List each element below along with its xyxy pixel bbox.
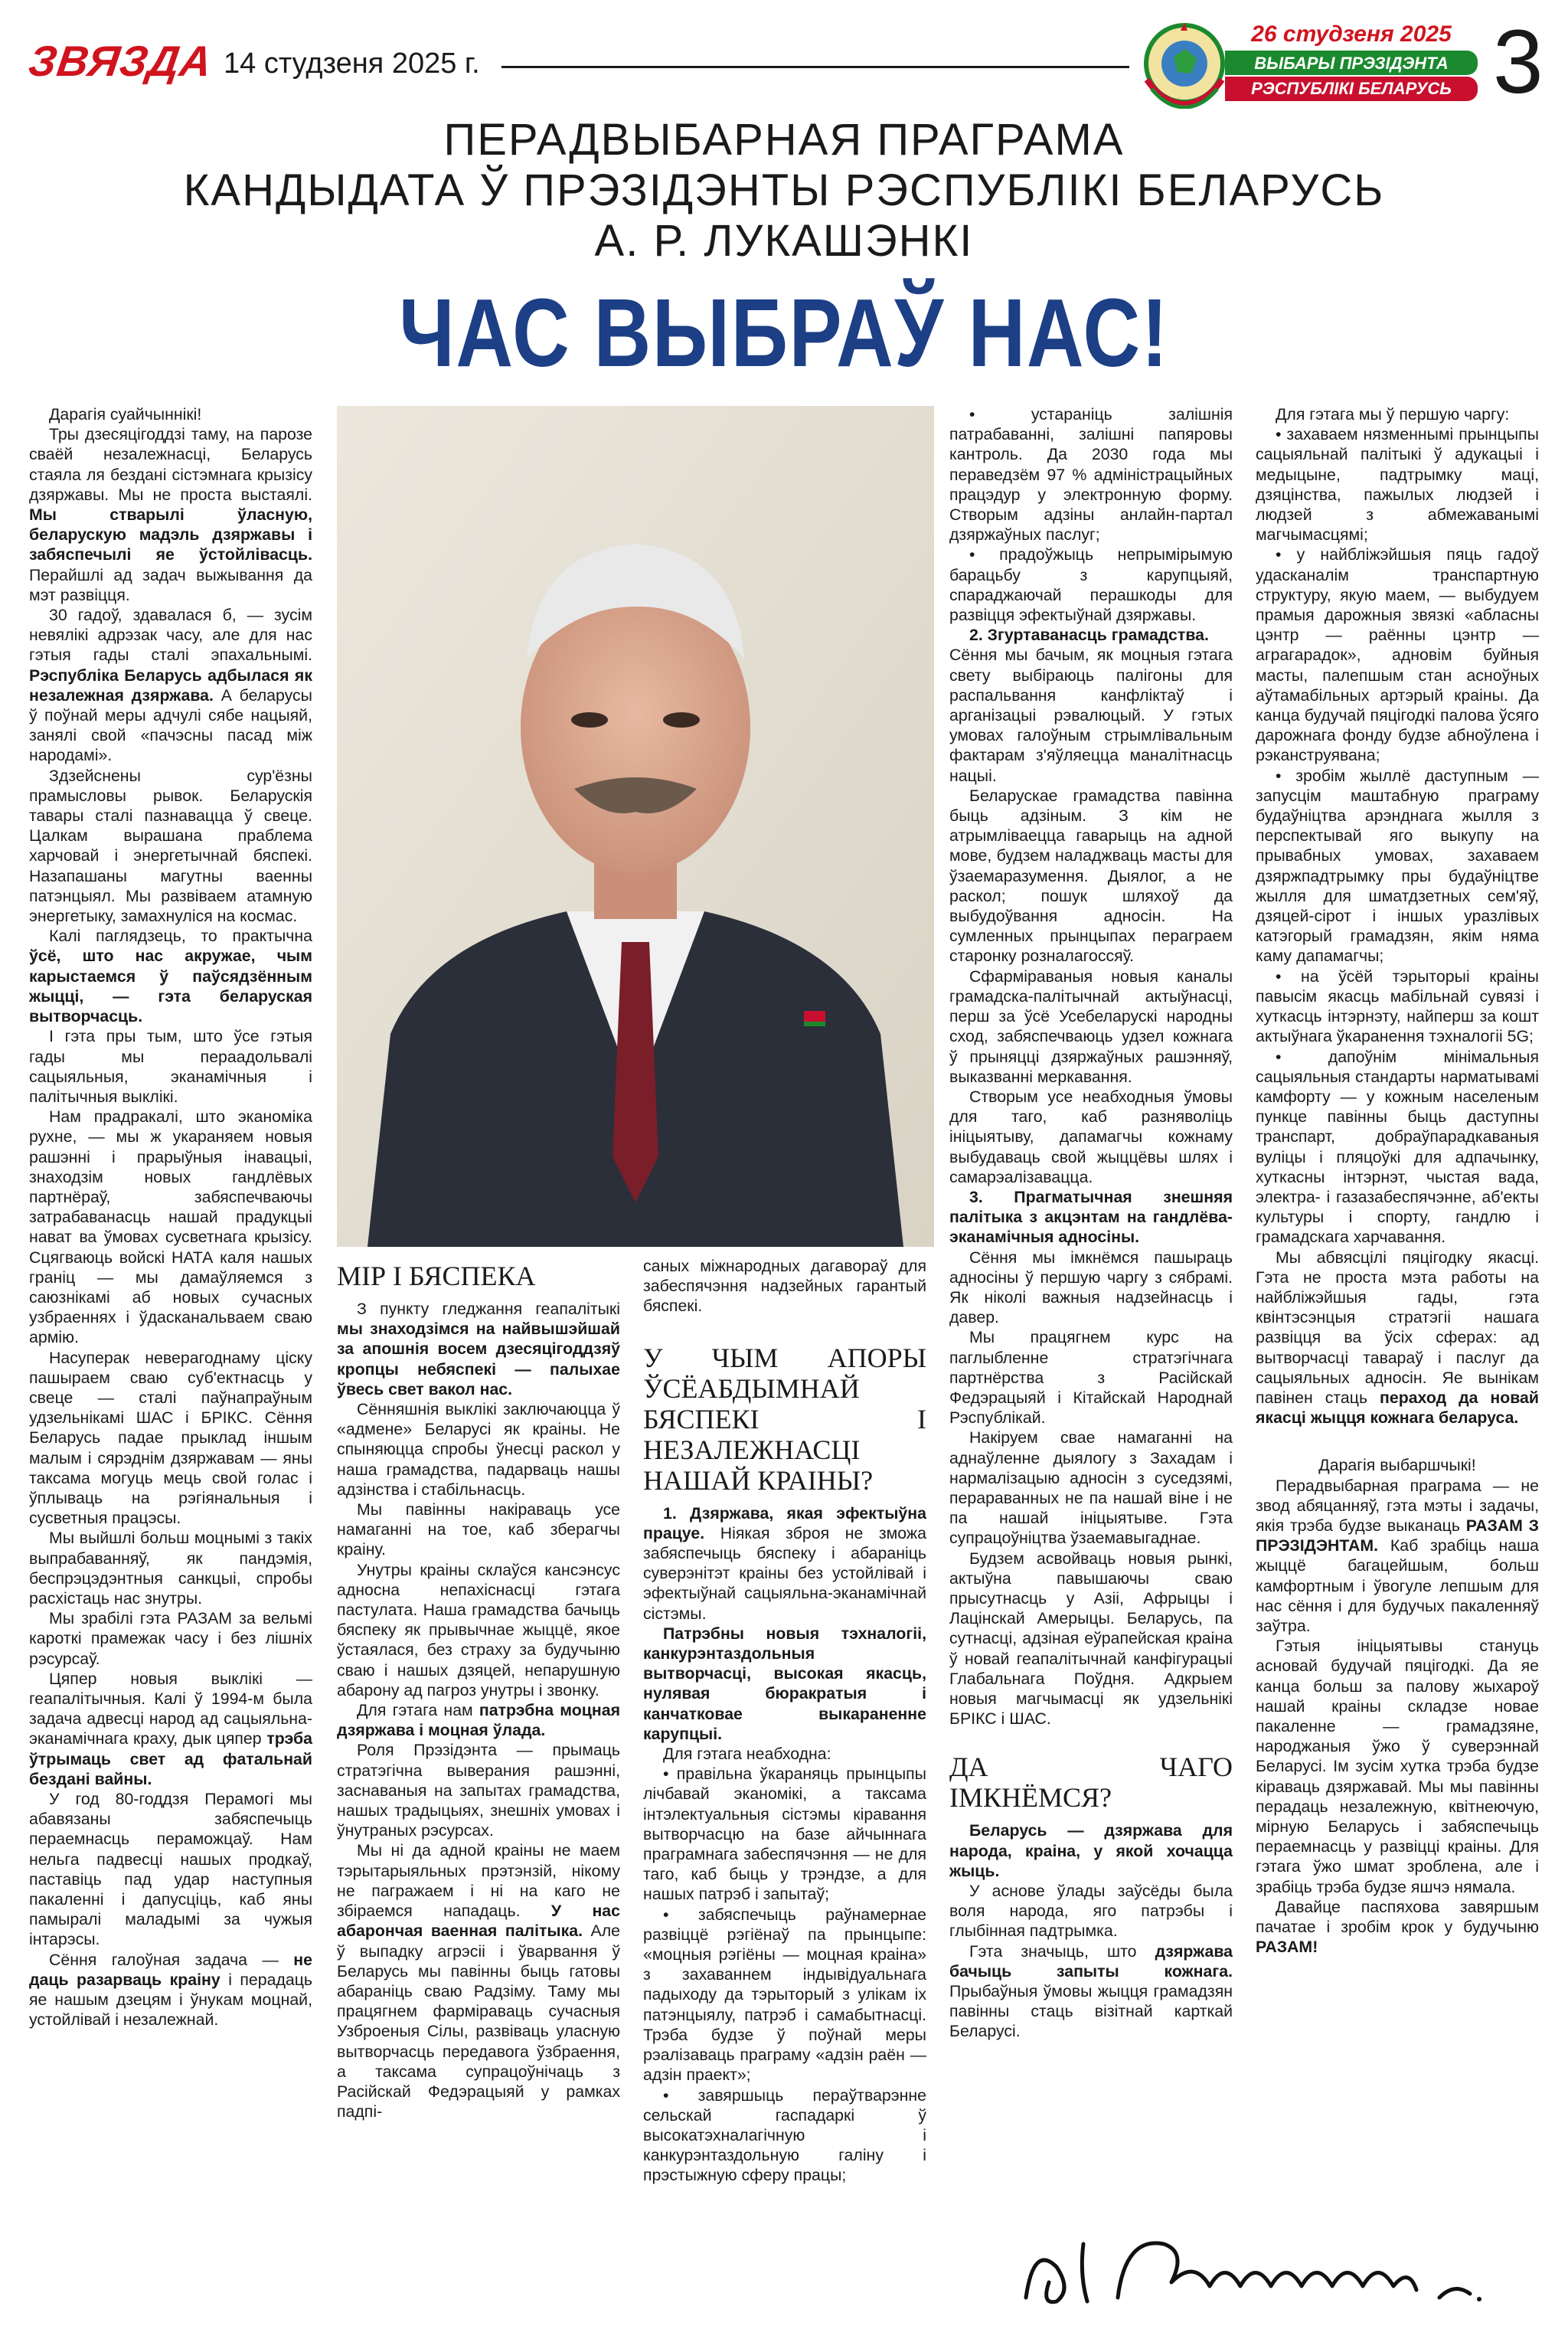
- paragraph: 3. Прагматычная знешняя палітыка з акцэнтам на гандлёва-эканамічныя адносіны.: [949, 1187, 1233, 1247]
- page-number: 3: [1493, 11, 1544, 113]
- paragraph: Створым усе неабходныя ўмовы для таго, каб разняволіць ініцыятыву, дапамагчы кожнаму выбудаваць свой жыццёвы шлях і самарэалізавацца.: [949, 1087, 1233, 1186]
- list-item: • устараніць залішнія патрабаванні, залішні папяровы кантроль. Да 2030 года мы пераведзём 97 % адміністрацыйных працэдур у электронную форму. Створым адзіны анлайн-партал дзяржаўных паслуг;: [949, 405, 1233, 545]
- paragraph: Накіруем свае намаганні на аднаўленне дыялогу з Захадам і нармалізацыю адносін з суседзямі, перараванных не па нашай віне і не па нашай ініцыятыве. Гэта супрацоўніцтва ўзаемавыгаднае.: [949, 1428, 1233, 1548]
- paragraph: Тры дзесяцігоддзі таму, на парозе сваёй незалежнасці, Беларусь стаяла ля бездані сістэмнага крызісу дзяржавы. Мы не проста выстаялі. Мы стварылі ўласную, беларускую мадэль дзяржавы і забяспечылі яе ўстойлівасць. Перайшлі ад задач выжывання да мэт развіцця.: [29, 425, 312, 604]
- paragraph: У год 80-годдзя Перамогі мы абавязаны забяспечыць пераемнасць пераможцаў. Нам нельга падвесці нашых продкаў, паставіць пад удар наступныя пакаленні і дапусціць, каб яны памыралі маладымі за чужыя інтарэсы.: [29, 1790, 312, 1949]
- section-heading-foundations: У ЧЫМ АПОРЫ ЎСЁАБДЫМНАЙ БЯСПЕКІ І НЕЗАЛЕЖНАСЦІ НАШАЙ КРАІНЫ?: [643, 1342, 926, 1496]
- paragraph: Мы абвясцілі пяцігодку якасці. Гэта не проста мэта работы на найбліжэйшыя гады, гэта квінтэсэнцыя стратэгіі нашага развіцця ва ўсіх сферах: ад вытворчасці тавараў і паслуг да сацыяльных адносін. Яе вынікам павінен стаць пераход да новай якасці жыцця кожнага беларуса.: [1256, 1248, 1539, 1428]
- list-item: • правільна ўкараняць прынцыпы лічбавай эканомікі, а таксама інтэлектуальныя сістэмы кіравання вытворчасцю на базе айчыннага праграмнага забеспячэння — не для таго, каб быць у трэндзе, а для нашых патрэб і запытаў;: [643, 1765, 926, 1904]
- list-item: • дапоўнім мінімальныя сацыяльныя стандарты нарматывамі камфорту — у кожным населеным пункце павінны быць даступны транспарт, добраўпарадкаваныя вуліцы і пляцоўкі для адпачынку, хуткасны інтэрнэт, чыстая вада, электра- і газазабеспячэнне, аб'екты культуры і спорту, гандлю і грамадскага харчавання.: [1256, 1047, 1539, 1247]
- paragraph: Мы працягнем курс на паглыбленне стратэгічнага партнёрства з Расійскай Федэрацыяй і Кітайскай Народнай Рэспублікай.: [949, 1328, 1233, 1428]
- election-banner-line2: РЭСПУБЛІКІ БЕЛАРУСЬ: [1225, 77, 1478, 101]
- column-4: [949, 404, 1233, 2042]
- paragraph: І гэта пры тым, што ўсе гэтыя гады мы пераадольвалі сацыяльныя, эканамічныя і палітычныя выклікі.: [29, 1027, 312, 1106]
- list-item: • завяршыць пераўтварэнне сельскай гаспадаркі ў высокатэхналагічную і канкурэнтаздольную галіну і прэстыжную сферу працы;: [643, 2085, 926, 2185]
- paragraph: Патрэбны новыя тэхналогіі, канкурэнтаздольныя вытворчасці, высокая якасць, нулявая бюракратыя і канчатковае выкараненне карупцыі.: [643, 1624, 926, 1743]
- column-5: [1256, 404, 1539, 1957]
- paragraph: Нам прадракалі, што эканоміка рухне, — мы ж укараняем новыя рашэнні і прарыўныя інавацыі, знаходзім новых гандлёвых партнёраў, забяспечваючы затрабаванасць нашай прадукцыі нават ва ўмовах сусветнага крызісу. Сцягваюць войскі НАТА каля нашых граніц — мы дамаўляемся з саюзнікамі аб новых сучасных узбраеннях і ўдасканальваем сваю армію.: [29, 1107, 312, 1347]
- election-banner-line1: ВЫБАРЫ ПРЭЗІДЭНТА: [1225, 51, 1478, 75]
- closing-greeting: Дарагія выбаршчыкі!: [1318, 1456, 1476, 1475]
- paragraph: 2. Згуртаванасць грамадства.: [969, 626, 1209, 645]
- paragraph: Беларускае грамадства павінна быць адзіным. З кім не атрымліваецца гаварыць на адной мове, будзем наладжваць масты для ўзаемаразумення. Дыялог, а не раскол; пошук шляхоў да выбудоўвання адносін. На сумленных прынцыпах пераграем старонку розналагоссяў.: [949, 786, 1233, 966]
- paragraph: Мы ні да адной краіны не маем тэрытарыяльных прэтэнзій, нікому не пагражаем і ні на каго не збіраемся нападаць. У нас абарончая ваенная палітыка. Але ў выпадку агрэсіі і ўварвання ў Беларусь мы павінны быць гатовы абараніць сваю Радзіму. Таму мы працягнем фарміраваць сучасныя Узброеныя Сілы, развіваць уласную вытворчасць передавога ўзбраення, а таксама супрацоўнічаць з Расійскай Федэрацыяй у рамках падпі-: [337, 1841, 621, 2121]
- paragraph: Мы павінны накіраваць усе намаганні на тое, каб зберагчы краіну.: [337, 1500, 620, 1559]
- title-line-1: ПЕРАДВЫБАРНАЯ ПРАГРАМА: [443, 115, 1125, 165]
- article-title: [0, 115, 1568, 267]
- title-line-3: А. Р. ЛУКАШЭНКІ: [594, 216, 974, 266]
- paragraph: Мы выйшлі больш моцнымі з такіх выпрабаванняў, як пандэмія, беспрэцэдэнтныя санкцыі, спробы расхістаць нас знутры.: [29, 1529, 312, 1608]
- candidate-portrait: [337, 406, 934, 1247]
- list-item: • на ўсёй тэрыторыі краіны павысім якасць мабільнай сувязі і хуткасць інтэрнэту, найперш за кошт актыўнага ўкаранення тэхналогіі 5G;: [1256, 967, 1539, 1046]
- section-heading-aims: ДА ЧАГО ІМКНЁМСЯ?: [949, 1752, 1233, 1814]
- paragraph: Калі паглядзець, то практычна ўсё, што нас акружае, чым карыстаемся ў паўсядзённым жыцці, — гэта беларуская вытворчасць.: [29, 927, 312, 1026]
- paragraph: Сённяшнія выклікі заключаюцца ў «адмене» Беларусі як краіны. Не спыняюцца спробы ўнесці раскол у наша грамадства, падарваць нашы адзінства і стабільнасць.: [337, 1400, 620, 1499]
- paragraph: Насуперак неверагоднаму ціску пашыраем сваю суб'ектнасць у свеце — сталі паўнапраўным удзельнікамі ШАС і БРІКС. Сёння Беларусь падае прыклад іншым малым і сярэднім дзяржавам — яны таксама могуць мець свой голас і ўплываць на рэгіянальныя і сусветныя працэсы.: [29, 1348, 312, 1528]
- paragraph: Сёння мы імкнёмся пашыраць адносіны ў першую чаргу з сябрамі. Як ніколі важныя надзейнасць і давер.: [949, 1248, 1233, 1327]
- paragraph: Для гэтага нам патрэбна моцная дзяржава і моцная ўлада.: [337, 1701, 620, 1740]
- list-item: • захаваем нязменнымі прынцыпы сацыяльнай палітыкі ў адукацыі і медыцыне, падтрымку маці, дзяцінства, пажылых людзей і людзей з абмежаванымі магчымасцямі;: [1256, 425, 1539, 545]
- headline: ЧАС ВЫБРАЎ НАС!: [399, 279, 1169, 387]
- column-1: [29, 404, 312, 2030]
- paragraph: 30 гадоў, здавалася б, — зусім невялікі адрэзак часу, але для нас гэтыя гады сталі эпахальнымі. Рэспубліка Беларусь адбылася як незалежная дзяржава. А беларусы ў поўнай меры адчулі сябе нацыяй, занялі свой «пачэсны пасад між народамі».: [29, 606, 312, 765]
- paragraph: Будзем асвойваць новыя рынкі, актыўна павышаючы сваю прысутнасць у Азіі, Афрыцы і Лацінскай Амерыцы. Беларусь, па сутнасці, адзіная еўрапейская краіна ў новай геапалітычнай канфігурацыі Глабальнага Поўдня. Адкрыем новыя магчымасці як удзельнікі БРІКС і ШАС.: [949, 1549, 1233, 1729]
- paragraph: Цяпер новыя выклікі — геапалітычныя. Калі ў 1994-м была задача адвесці народ ад сацыяльна-эканамічнага краху, дык цяпер трэба ўтрымаць свет ад фатальнай бездані вайны.: [29, 1669, 312, 1788]
- paragraph: Сёння мы бачым, як моцныя гэтага свету выбіраюць палігоны для распальвання канфліктаў і арганізацыі рэвалюцый. У гэтых умовах галоўным стрымлівальным фактарам з'яўляецца маналітнасць нацыі.: [949, 646, 1233, 785]
- column-3: [643, 1256, 926, 2186]
- paragraph: Сёння галоўная задача — не даць разарваць краіну і перадаць яе нашым дзецям і ўнукам моцнай, устойлівай і незалежнай.: [29, 1950, 313, 2030]
- list-item: • забяспечыць раўнамернае развіццё рэгіёнаў па прынцыпе: «моцныя рэгіёны — моцная краіна» з захаваннем індывідуальнага падыходу да тэрыторый з улікам іх патэнцыялу, патрэб і самабытнасці. Трэба будзе ў поўнай меры рэалізаваць праграму «адзін раён — адзін праект»;: [643, 1905, 926, 2085]
- state-emblem-icon: [1139, 18, 1230, 109]
- column-2: [337, 1256, 620, 2121]
- paragraph: Унутры краіны склаўся кансэнсус адносна непахіснасці гэтага пастулата. Наша грамадства бачыць бяспеку як прывычнае жыццё, якое ўстаялася, без страху за будучыню сваю і нашых дзяцей, непарушную абарону ад пагроз унутры і звонку.: [337, 1560, 620, 1699]
- list-item: • у найбліжэйшыя пяць гадоў удасканалім транспартную структуру, якую маем, — выбудуем прамыя дарожныя звязкі «абласны цэнтр — раённы цэнтр — аграгарадок», адновім буйныя масты, палепшым стан асноўных аўтамабільных артэрый краіны. Да канца будучай пяцігодкі палова ўсяго дарожнага фонду будзе абноўлена і рэканструявана;: [1256, 545, 1539, 765]
- paragraph: Гэта значыць, што дзяржава бачыць запыты кожнага. Прыбаўныя ўмовы жыцця грамадзян павінны стаць візітнай карткай Беларусі.: [949, 1941, 1233, 2041]
- masthead-divider: [501, 66, 1129, 68]
- greeting: Дарагія суайчыннікі!: [49, 405, 202, 424]
- handwritten-signature: [1011, 2213, 1501, 2321]
- paragraph: Здзейснены сур'ёзны прамысловы рывок. Беларускія тавары сталі пазнавацца ў свеце. Цалкам вырашана праблема харчовай і энергетычнай бяспекі. Назапашаны магутны ваенны патэнцыял. Мы развіваем атамную энергетыку, замахнуліся на космас.: [29, 766, 312, 926]
- paragraph: У аснове ўлады заўсёды была воля народа, яго патрэбы і глыбінная падтрымка.: [949, 1882, 1233, 1941]
- list-item: • зробім жыллё даступным — запусцім маштабную праграму будаўніцтва арэнднага жылля з перспектывай яго выкупу на прывабных умовах, захаваем дзяржпадтрымку пры будаўніцтве жылля для шматдзетных сем'яў, дзяцей-сірот і іншых уразлівых катэгорый грамадзян, якім няма каму дапамагчы;: [1256, 766, 1539, 966]
- paragraph: Перадвыбарная праграма — не звод абяцанняў, гэта мэты і задачы, якія трэба будзе выканаць РАЗАМ З ПРЭЗІДЭНТАМ. Каб зрабіць наша жыццё багацейшым, больш камфортным і ўвогуле лепшым для нас сёння і для будучых пакаленняў заўтра.: [1256, 1476, 1539, 1635]
- paragraph: З пункту гледжання геапалітыкі мы знаходзімся на найвышэйшай за апошнія восем дзесяцігоддзяў кропцы небяспекі — палыхае ўвесь свет вакол нас.: [337, 1300, 620, 1398]
- paragraph: Беларусь — дзяржава для народа, краіна, у якой хочацца жыць.: [949, 1821, 1233, 1880]
- issue-date: 14 студзеня 2025 г.: [224, 47, 480, 80]
- title-line-2: КАНДЫДАТА Ў ПРЭЗІДЭНТЫ РЭСПУБЛІКІ БЕЛАРУСЬ: [183, 165, 1385, 215]
- paragraph: саных міжнародных дагавораў для забеспячэння надзейных гарантый бяспекі.: [643, 1257, 926, 1316]
- list-item: • прадоўжыць непрымірымую барацьбу з карупцыяй, спараджаючай перашкоды для развіцця эфектыўнай дзяржавы.: [949, 545, 1233, 625]
- paragraph: Сфарміраваныя новыя каналы грамадска-палітычнай актыўнасці, перш за ўсё Усебеларускі народны сход, забяспечваюць удзел кожнага ў прыняцці дзяржаўных рашэнняў, выказванні меркавання.: [949, 967, 1233, 1086]
- election-date: 26 студзеня 2025: [1251, 21, 1452, 47]
- paragraph: Роля Прэзідэнта — прымаць стратэгічна выверания рашэнні, заснаваныя на запытах грамадства, нашых традыцыях, знешніх умовах і ўнутраных рэсурсах.: [337, 1741, 620, 1840]
- section-heading-peace-security: МІР І БЯСПЕКА: [337, 1261, 536, 1291]
- newspaper-logo: ЗВЯЗДА: [25, 37, 216, 85]
- paragraph: Гэтыя ініцыятывы стануць асновай будучай пяцігодкі. Да яе канца больш за палову жыхароў нашай краіны складзе новае пакаленне — грамадзяне, народжаныя ўжо ў суверэннай Беларусі. Ім зусім хутка трэба будзе кіраваць дзяржавай. Мы мы павінны перадаць незалежную, квітнеючую, мірную Беларусь і забяспечыць пераемнасць у развіцці краіны. Для гэтага ўжо шмат зроблена, але і зрабіць трэба будзе яшчэ нямала.: [1256, 1637, 1539, 1896]
- paragraph: Давайце паспяхова завяршым пачатае і зробім крок у будучыню РАЗАМ!: [1256, 1897, 1539, 1957]
- paragraph: Мы зрабілі гэта РАЗАМ за вельмі кароткі прамежак часу і без лішніх рэсурсаў.: [29, 1609, 312, 1668]
- paragraph: Для гэтага неабходна:: [663, 1745, 831, 1764]
- election-badge: [1225, 21, 1478, 101]
- paragraph: 1. Дзяржава, якая эфектыўна працуе. Ніякая зброя не зможа забяспечыць бяспеку і абараніць суверэнітэт краіны без устойлівай і эфектыўнай сацыяльна-эканамічнай сістэмы.: [643, 1503, 926, 1623]
- paragraph: Для гэтага мы ў першую чаргу:: [1276, 405, 1510, 424]
